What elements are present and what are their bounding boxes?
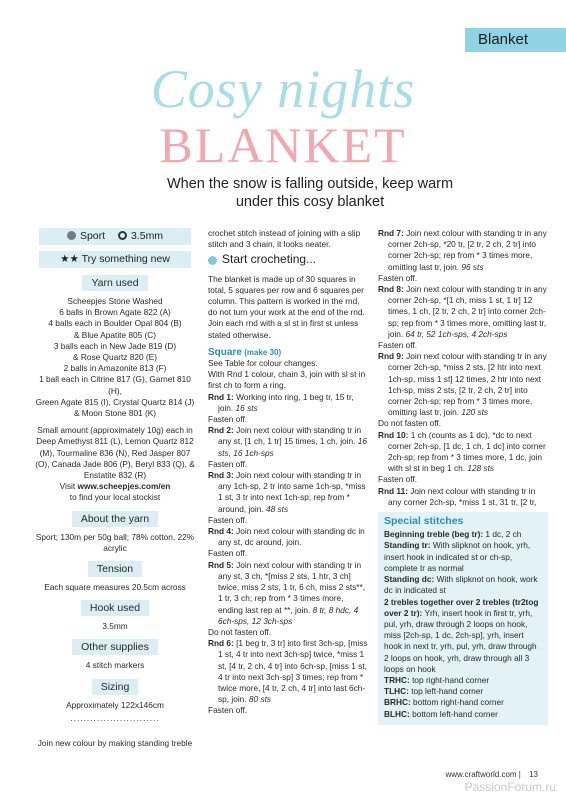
round-note: Fasten off. bbox=[208, 514, 248, 525]
round-label: Rnd 4: bbox=[208, 526, 234, 537]
about-heading: About the yarn bbox=[72, 511, 158, 527]
round-label: Rnd 1: bbox=[208, 391, 234, 402]
round-text: Join next colour with standing tr in any corner 2ch-sp, *[1 ch, miss 1 st, 1 tr] 12 times, 1 ch, [2 tr, 2 ch, 2 tr] into corner 2ch-sp; rep from * 3 times more, omitting last tr, join. bbox=[388, 284, 547, 339]
special-stitch-item bbox=[384, 675, 542, 686]
pattern-round bbox=[208, 638, 368, 705]
visit-suffix: to find your local stockist bbox=[69, 492, 161, 503]
divider-dots: ........................... bbox=[70, 712, 160, 723]
round-note: Fasten off. bbox=[208, 705, 248, 716]
about-text: Sport; 130m per 50g ball; 78% cotton, 22% acrylic bbox=[35, 531, 195, 553]
square-make: (make 30) bbox=[244, 347, 282, 357]
stitch-count: 80 sts bbox=[248, 694, 272, 705]
title-line-1: Cosy nights bbox=[150, 59, 416, 119]
round-note: Do not fasten off. bbox=[378, 418, 442, 429]
other-supplies-heading: Other supplies bbox=[72, 639, 158, 655]
info-sidebar bbox=[33, 228, 197, 749]
special-stitch-item bbox=[384, 697, 542, 708]
start-heading: Start crocheting... bbox=[222, 252, 317, 267]
stitch-count: 16 sts bbox=[235, 402, 258, 413]
stitch-count: 64 tr, 52 1ch-sps, 4 2ch-sps bbox=[405, 328, 508, 339]
stitch-count: 8 tr, 8 hdc, 4 6ch-sps, 12 3ch-sps bbox=[218, 604, 359, 626]
hook-icon bbox=[118, 231, 127, 240]
standfirst: When the snow is falling outside, keep warm under this cosy blanket bbox=[166, 176, 454, 210]
special-stitch-item bbox=[384, 686, 542, 697]
section-tag: Blanket bbox=[465, 28, 566, 52]
round-text: [1 beg tr, 3 tr] into first 3ch-sp, [miss 1 st, 4 tr into next 3ch-sp] twice, *miss 1 st, [4 tr, 2 ch, 4 tr] into 6ch-sp, [miss 1 st, 4 tr into next 3ch-sp] 3 times; rep from * twice more, [4 tr, 2 ch, 4 tr] into last 6ch-sp, join. bbox=[218, 638, 368, 705]
round-label: Rnd 3: bbox=[208, 470, 234, 481]
round-text: Join next colour with standing dc in any st, dc around, join. bbox=[218, 526, 365, 548]
round-label: Rnd 8: bbox=[378, 284, 404, 295]
other-supplies-text: 4 stitch markers bbox=[85, 660, 145, 671]
round-label: Rnd 5: bbox=[208, 559, 234, 570]
hook-size-text: 3.5mm bbox=[130, 230, 164, 242]
stitch-count: 48 sts bbox=[265, 503, 289, 514]
special-stitch-item bbox=[384, 529, 542, 540]
special-stitch-label: TRHC: bbox=[384, 674, 410, 685]
stockist-link[interactable]: www.scheepjes.com/en bbox=[77, 481, 171, 492]
special-stitches-heading: Special stitches bbox=[384, 515, 464, 528]
special-stitch-label: Beginning treble (beg tr): bbox=[384, 529, 484, 540]
special-stitch-text: bottom left-hand corner bbox=[412, 708, 498, 719]
square-intro: See Table for colour changes. With Rnd 1 colour, chain 3, join with sl st in first ch to form a ring. bbox=[208, 358, 366, 391]
round-note: Fasten off. bbox=[208, 414, 248, 425]
start-text: The blanket is made up of 30 squares in total, 5 squares per row and 6 squares per column. This pattern is worked in the rnd, do not turn your work at the end of the rnd. Join each rnd with a sl st in first st unless stated otherwise. bbox=[208, 273, 365, 340]
round-label: Rnd 2: bbox=[208, 425, 234, 436]
pattern-round bbox=[208, 425, 368, 459]
special-stitch-item bbox=[384, 709, 542, 720]
round-label: Rnd 9: bbox=[378, 351, 404, 362]
pattern-round bbox=[378, 351, 548, 418]
special-stitches-box bbox=[378, 512, 548, 725]
visit-line bbox=[33, 481, 197, 492]
special-stitch-item bbox=[384, 597, 542, 675]
weight-text: Sport bbox=[79, 230, 106, 242]
round-label: Rnd 10: bbox=[378, 429, 409, 440]
round-note: Fasten off. bbox=[208, 548, 248, 559]
special-stitch-text: 1 dc, 2 ch bbox=[485, 529, 522, 540]
yarn-heading: Yarn used bbox=[82, 275, 147, 291]
pattern-round bbox=[208, 526, 368, 548]
square-heading: Square bbox=[208, 346, 242, 358]
stitch-count: 120 sts bbox=[461, 407, 489, 418]
special-stitch-label: Standing dc: bbox=[384, 574, 435, 585]
special-stitch-text: With slipknot on hook, work dc in indicated st bbox=[384, 574, 538, 596]
round-note: Fasten off. bbox=[208, 458, 248, 469]
round-text: Join next colour with standing tr in any st, 3 ch, *[miss 2 sts, 1 htr, 3 ch] twice, miss 2 sts, 1 tr, 6 ch, miss 2 sts**, 1 tr, 3 ch; rep from * 3 times more, ending last rep at **, join. bbox=[218, 559, 366, 615]
pattern-round bbox=[378, 486, 548, 508]
intro-text: crochet stitch instead of joining with a slip stitch and 3 chain, it looks neater. bbox=[208, 228, 361, 250]
join-text: Join new colour by making standing treble bbox=[37, 738, 193, 749]
difficulty-badge: ★★ Try something new bbox=[39, 251, 191, 268]
round-note: Do not fasten off. bbox=[208, 626, 272, 637]
round-note: Fasten off. bbox=[378, 272, 418, 283]
special-stitch-item bbox=[384, 574, 542, 596]
round-note: Fasten off. bbox=[378, 474, 418, 485]
stitch-count: 16 sts, 16 1ch-sps bbox=[218, 436, 367, 458]
round-text: 1 ch (counts as 1 dc), *dc to next corner 2ch-sp, [1 dc, 1 ch, 1 dc] into corner 2ch-sp; rep from * 3 times more, 1 dc, join with sl st in beg 1 ch. bbox=[388, 429, 546, 474]
stitch-count: 128 sts bbox=[467, 463, 495, 474]
yarn-text: Scheepjes Stone Washed 6 balls in Brown Agate 822 (A) 4 balls each in Boulder Opal 804 (B) & Blue Apatite 805 (C) 3 balls each in New Jade 819 (D) & Rose Quartz 820 (E) 2 balls in Amazonite 813 (F) 1 ball each in Citrine 817 (G), Garnet 810 (H), Green Agate 815 (I), Crystal Quartz 814 (J) & Moon Stone 801 (K) bbox=[35, 296, 195, 419]
round-text: Working into ring, 1 beg tr, 15 tr, join. bbox=[218, 391, 354, 413]
round-note: Fasten off. bbox=[378, 340, 418, 351]
special-stitch-text: top left-hand corner bbox=[411, 686, 484, 697]
bullet-dot-icon bbox=[208, 256, 217, 265]
special-stitch-label: TLHC: bbox=[384, 686, 409, 697]
hook-heading: Hook used bbox=[81, 600, 149, 616]
special-stitches-list bbox=[384, 529, 542, 719]
yarn-ball-icon bbox=[67, 231, 76, 240]
rounds-list-col2 bbox=[208, 392, 368, 717]
pattern-round bbox=[378, 228, 548, 273]
pattern-round bbox=[378, 430, 548, 475]
watermark: PassionForum.ru bbox=[464, 780, 556, 794]
tension-text: Each square measures 20.5cm across bbox=[44, 582, 186, 593]
pattern-round bbox=[208, 560, 368, 627]
page-footer: www.craftworld.com | 13 bbox=[445, 770, 538, 779]
square-heading-row bbox=[208, 347, 368, 358]
special-stitch-item bbox=[384, 540, 542, 574]
round-text: Join next colour with standing tr in any corner 2ch-sp, *miss 1 st, 31 tr, [2 tr, bbox=[388, 485, 537, 507]
pattern-round bbox=[378, 284, 548, 340]
sizing-heading: Sizing bbox=[92, 679, 139, 695]
pattern-column-2 bbox=[208, 228, 368, 717]
tension-heading: Tension bbox=[88, 561, 142, 577]
pattern-round bbox=[208, 470, 368, 515]
title-line-2: BLANKET bbox=[159, 117, 407, 173]
round-label: Rnd 7: bbox=[378, 228, 404, 238]
sizing-text: Approximately 122x146cm bbox=[66, 699, 164, 710]
small-amount-text: Small amount (approximately 10g) each in Deep Amethyst 811 (L), Lemon Quartz 812 (M), Tourmaline 836 (N), Red Jasper 807 (O), Canada Jade 806 (P), Beryl 833 (Q), & Enstatite 832 (R) bbox=[35, 425, 195, 481]
yarn-weight-badge bbox=[39, 228, 191, 245]
pattern-round bbox=[208, 392, 368, 414]
visit-prefix: Visit bbox=[59, 481, 78, 492]
special-stitch-text: top right-hand corner bbox=[412, 674, 490, 685]
round-text: Join next colour with standing tr in any 1ch-sp, 2 tr into same 1ch-sp, *miss 1 st, 3 tr into next 1ch-sp; rep from * around, join. bbox=[218, 470, 366, 514]
special-stitch-label: 2 trebles together over 2 trebles (tr2tog over 2 tr): bbox=[384, 596, 539, 618]
hook-text: 3.5mm bbox=[102, 621, 128, 632]
round-label: Rnd 6: bbox=[208, 638, 234, 649]
round-label: Rnd 11: bbox=[378, 485, 408, 496]
special-stitch-text: Yrh, insert hook in first tr, yrh, pul, yrh, draw through 2 loops on hook, miss [2ch-sp, 1 dc, 2ch-sp], yrh, insert hook in next tr, yrh, pul, yrh, draw through 2 loops on hook, yrh, draw through all 3 loops on hook bbox=[384, 607, 537, 674]
special-stitch-text: With slipknot on hook, yrh, insert hook in indicated st or ch-sp, complete tr as normal bbox=[384, 540, 531, 573]
pattern-column-3 bbox=[378, 228, 548, 725]
rounds-list-col3 bbox=[378, 228, 548, 508]
round-text: Join next colour with standing tr in any st, [1 ch, 1 tr] 15 times, 1 ch, join. bbox=[218, 425, 362, 447]
special-stitch-label: Standing tr: bbox=[384, 540, 431, 551]
stitch-count: 96 sts bbox=[461, 261, 484, 272]
special-stitch-text: bottom right-hand corner bbox=[413, 697, 504, 708]
special-stitch-label: BRHC: bbox=[384, 697, 411, 708]
round-text: Join next colour with standing tr in any corner 2ch-sp, *miss 2 sts, [2 htr into next 1ch-sp, miss 1 st] 12 times, 2 htr into next 1ch-sp, miss 2 sts, [2 tr, 2 ch, 2 tr] into corner 2ch-sp; rep from * 3 times more, omitting last tr, join. bbox=[388, 351, 547, 418]
page-number: 13 bbox=[529, 770, 538, 779]
footer-site: www.craftworld.com bbox=[445, 770, 517, 779]
special-stitch-label: BLHC: bbox=[384, 708, 410, 719]
start-heading-row bbox=[208, 254, 368, 265]
round-text: Join next colour with standing tr in any corner 2ch-sp, *20 tr, [2 tr, 2 ch, 2 tr] into corner 2ch-sp; rep from * 3 times more, omitting last tr, join. bbox=[388, 228, 547, 272]
